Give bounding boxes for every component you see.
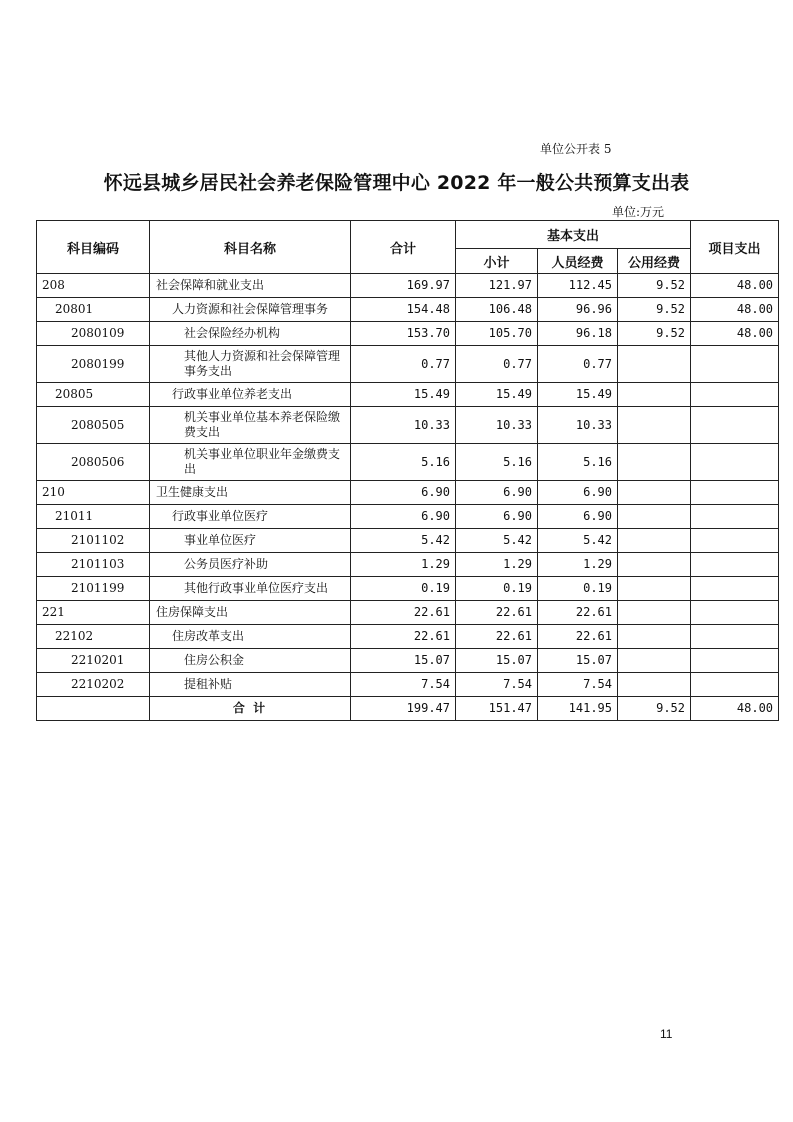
subtotal-cell: 15.49 (456, 383, 538, 407)
name-cell: 机关事业单位职业年金缴费支出 (150, 444, 351, 481)
public-cell: 9.52 (618, 322, 691, 346)
project-cell: 48.00 (691, 322, 779, 346)
total-cell: 7.54 (351, 673, 456, 697)
public-cell (618, 649, 691, 673)
table-row (37, 673, 779, 697)
public-cell (618, 346, 691, 383)
code-cell: 2101103 (37, 553, 150, 577)
personnel-cell: 96.18 (538, 322, 618, 346)
subtotal-cell: 106.48 (456, 298, 538, 322)
personnel-cell: 22.61 (538, 625, 618, 649)
unit-label: 单位:万元 (612, 205, 665, 219)
project-cell (691, 444, 779, 481)
personnel-cell: 112.45 (538, 274, 618, 298)
subtotal-cell: 105.70 (456, 322, 538, 346)
project-cell (691, 673, 779, 697)
total-cell: 199.47 (351, 697, 456, 721)
project-cell (691, 481, 779, 505)
subtotal-cell: 22.61 (456, 625, 538, 649)
public-cell: 9.52 (618, 697, 691, 721)
table-row (37, 505, 779, 529)
table-row (37, 322, 779, 346)
personnel-cell: 1.29 (538, 553, 618, 577)
header-public: 公用经费 (618, 249, 691, 274)
code-cell: 2080199 (37, 346, 150, 383)
total-cell: 5.42 (351, 529, 456, 553)
header-total: 合计 (351, 221, 456, 274)
page-title: 怀远县城乡居民社会养老保险管理中心 2022 年一般公共预算支出表 (103, 172, 690, 194)
table-row (37, 529, 779, 553)
name-cell: 提租补贴 (150, 673, 351, 697)
personnel-cell: 7.54 (538, 673, 618, 697)
subtotal-cell: 22.61 (456, 601, 538, 625)
header-project: 项目支出 (691, 221, 779, 274)
name-cell: 人力资源和社会保障管理事务 (150, 298, 351, 322)
name-cell: 行政事业单位养老支出 (150, 383, 351, 407)
total-label: 合 计 (150, 697, 351, 721)
table-row (37, 649, 779, 673)
table-row (37, 346, 779, 383)
table-row (37, 625, 779, 649)
header-name: 科目名称 (150, 221, 351, 274)
total-cell: 0.77 (351, 346, 456, 383)
name-cell: 行政事业单位医疗 (150, 505, 351, 529)
table-row (37, 298, 779, 322)
name-cell: 其他人力资源和社会保障管理事务支出 (150, 346, 351, 383)
personnel-cell: 15.49 (538, 383, 618, 407)
code-cell: 20801 (37, 298, 150, 322)
subtotal-cell: 10.33 (456, 407, 538, 444)
code-cell: 20805 (37, 383, 150, 407)
total-cell: 169.97 (351, 274, 456, 298)
code-cell: 210 (37, 481, 150, 505)
public-cell (618, 625, 691, 649)
table-row (37, 383, 779, 407)
code-cell: 2210201 (37, 649, 150, 673)
name-cell: 社会保障和就业支出 (150, 274, 351, 298)
public-cell: 9.52 (618, 298, 691, 322)
project-cell (691, 505, 779, 529)
personnel-cell: 0.19 (538, 577, 618, 601)
subtotal-cell: 6.90 (456, 505, 538, 529)
public-cell (618, 553, 691, 577)
project-cell: 48.00 (691, 274, 779, 298)
public-cell (618, 407, 691, 444)
subtotal-cell: 0.77 (456, 346, 538, 383)
personnel-cell: 96.96 (538, 298, 618, 322)
subtotal-cell: 6.90 (456, 481, 538, 505)
total-cell: 22.61 (351, 625, 456, 649)
personnel-cell: 22.61 (538, 601, 618, 625)
project-cell (691, 601, 779, 625)
subtotal-cell: 151.47 (456, 697, 538, 721)
name-cell: 住房保障支出 (150, 601, 351, 625)
total-cell: 0.19 (351, 577, 456, 601)
code-cell: 2080506 (37, 444, 150, 481)
table-row (37, 274, 779, 298)
public-cell: 9.52 (618, 274, 691, 298)
subtotal-cell: 15.07 (456, 649, 538, 673)
name-cell: 机关事业单位基本养老保险缴费支出 (150, 407, 351, 444)
total-cell: 10.33 (351, 407, 456, 444)
total-row (37, 697, 779, 721)
subtotal-cell: 7.54 (456, 673, 538, 697)
personnel-cell: 6.90 (538, 481, 618, 505)
public-cell (618, 577, 691, 601)
project-cell (691, 346, 779, 383)
total-cell: 6.90 (351, 505, 456, 529)
personnel-cell: 5.16 (538, 444, 618, 481)
code-cell: 21011 (37, 505, 150, 529)
table-row (37, 601, 779, 625)
table-row (37, 481, 779, 505)
header-code: 科目编码 (37, 221, 150, 274)
project-cell (691, 649, 779, 673)
subtotal-cell: 5.42 (456, 529, 538, 553)
code-cell: 22102 (37, 625, 150, 649)
table-row (37, 407, 779, 444)
code-cell: 2210202 (37, 673, 150, 697)
name-cell: 公务员医疗补助 (150, 553, 351, 577)
subtotal-cell: 0.19 (456, 577, 538, 601)
header-basic: 基本支出 (456, 221, 691, 249)
project-cell (691, 553, 779, 577)
name-cell: 社会保险经办机构 (150, 322, 351, 346)
project-cell: 48.00 (691, 298, 779, 322)
budget-table (36, 220, 779, 721)
personnel-cell: 5.42 (538, 529, 618, 553)
public-cell (618, 444, 691, 481)
personnel-cell: 0.77 (538, 346, 618, 383)
name-cell: 事业单位医疗 (150, 529, 351, 553)
public-cell (618, 601, 691, 625)
total-cell: 6.90 (351, 481, 456, 505)
code-cell: 2080109 (37, 322, 150, 346)
header-subtotal: 小计 (456, 249, 538, 274)
total-cell: 1.29 (351, 553, 456, 577)
name-cell: 住房改革支出 (150, 625, 351, 649)
project-cell (691, 625, 779, 649)
table-body (37, 274, 779, 721)
personnel-cell: 15.07 (538, 649, 618, 673)
public-cell (618, 529, 691, 553)
code-cell: 2080505 (37, 407, 150, 444)
code-cell: 2101102 (37, 529, 150, 553)
total-code-cell (37, 697, 150, 721)
form-number: 单位公开表 5 (540, 142, 612, 156)
table-row (37, 444, 779, 481)
header-personnel: 人员经费 (538, 249, 618, 274)
name-cell: 住房公积金 (150, 649, 351, 673)
subtotal-cell: 121.97 (456, 274, 538, 298)
public-cell (618, 481, 691, 505)
code-cell: 2101199 (37, 577, 150, 601)
total-cell: 15.07 (351, 649, 456, 673)
total-cell: 22.61 (351, 601, 456, 625)
table-row (37, 553, 779, 577)
public-cell (618, 505, 691, 529)
name-cell: 其他行政事业单位医疗支出 (150, 577, 351, 601)
personnel-cell: 141.95 (538, 697, 618, 721)
subtotal-cell: 5.16 (456, 444, 538, 481)
table-row (37, 577, 779, 601)
personnel-cell: 6.90 (538, 505, 618, 529)
code-cell: 221 (37, 601, 150, 625)
project-cell (691, 577, 779, 601)
public-cell (618, 383, 691, 407)
total-cell: 154.48 (351, 298, 456, 322)
subtotal-cell: 1.29 (456, 553, 538, 577)
project-cell (691, 407, 779, 444)
project-cell (691, 383, 779, 407)
public-cell (618, 673, 691, 697)
project-cell: 48.00 (691, 697, 779, 721)
project-cell (691, 529, 779, 553)
name-cell: 卫生健康支出 (150, 481, 351, 505)
total-cell: 5.16 (351, 444, 456, 481)
total-cell: 153.70 (351, 322, 456, 346)
total-cell: 15.49 (351, 383, 456, 407)
personnel-cell: 10.33 (538, 407, 618, 444)
code-cell: 208 (37, 274, 150, 298)
page-number: 11 (660, 1027, 673, 1041)
